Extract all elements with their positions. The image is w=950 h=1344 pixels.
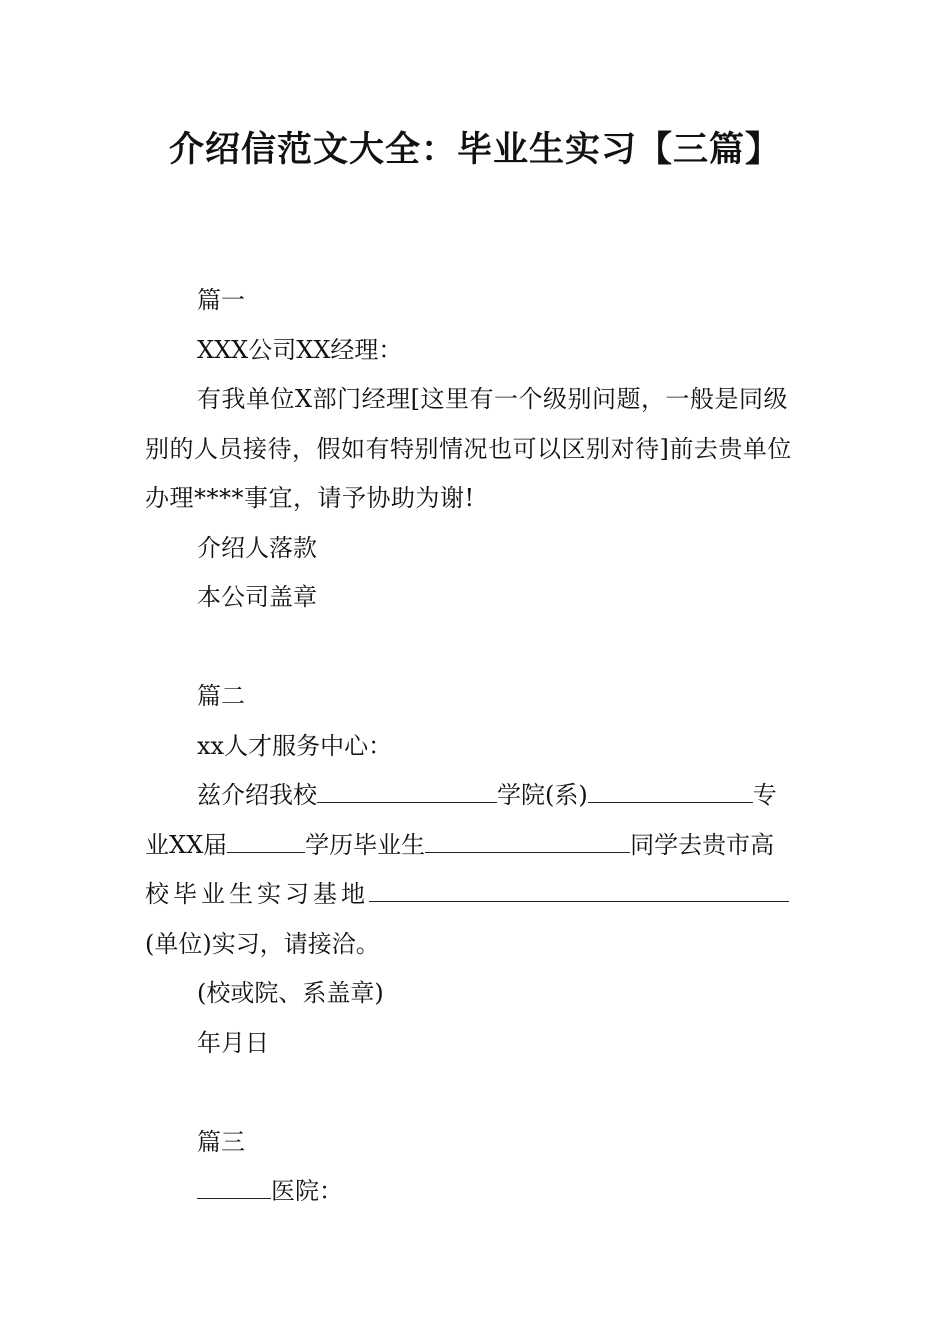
letter2-line2-a: 业XX届 <box>145 830 228 859</box>
letter2-line1-b: 学院(系) <box>497 781 588 809</box>
letter3-salutation-suffix: 医院： <box>271 1177 343 1205</box>
letter1-seal: 本公司盖章 <box>197 583 317 611</box>
letter2-line3 <box>145 870 807 920</box>
letter2-salutation: xx人才服务中心： <box>197 731 393 760</box>
document-body <box>145 276 807 1217</box>
fill-blank-degree <box>227 830 305 853</box>
fill-blank-hospital-name <box>197 1176 271 1199</box>
letter2-heading: 篇二 <box>197 682 245 710</box>
document-title: 介绍信范文大全：毕业生实习【三篇】 <box>168 130 781 170</box>
letter2-line1-c: 专 <box>752 781 777 809</box>
letter2-line1-a: 兹介绍我校 <box>197 781 317 809</box>
letter2-date: 年月日 <box>197 1028 269 1057</box>
letter1-body: 有我单位X部门经理[这里有一个级别问题，一般是同级别的人员接待，假如有特别情况也可以区别对待]前去贵单位办理****事宜，请予协助为谢! <box>145 385 792 512</box>
letter3-heading: 篇三 <box>197 1127 245 1156</box>
letter2-line2-b: 学历毕业生 <box>305 830 426 859</box>
letter2-line2 <box>145 821 807 871</box>
fill-blank-department <box>588 780 753 803</box>
letter1-heading: 篇一 <box>197 286 245 314</box>
letter2-line1 <box>145 771 807 821</box>
letter2-line3-a: 校毕业生实习基地 <box>145 880 369 908</box>
spacer <box>145 623 807 673</box>
spacer <box>145 1068 807 1118</box>
letter2-line4: (单位)实习，请接洽。 <box>145 929 380 958</box>
fill-blank-internship-unit <box>369 879 789 902</box>
letter2-line2-c: 同学去贵市高 <box>630 830 775 859</box>
letter1-salutation: XXX公司XX经理： <box>197 335 403 364</box>
letter1-signer: 介绍人落款 <box>197 533 317 562</box>
fill-blank-college <box>317 780 497 803</box>
letter3-salutation <box>145 1167 807 1217</box>
fill-blank-student-name <box>425 830 630 853</box>
letter2-seal: (校或院、系盖章) <box>197 979 384 1007</box>
